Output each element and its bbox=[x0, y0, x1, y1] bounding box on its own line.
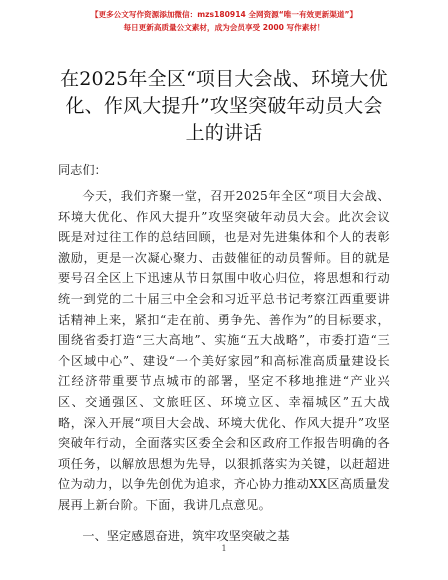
greeting: 同志们： bbox=[58, 163, 107, 177]
promo-banner bbox=[58, 8, 390, 34]
body-paragraph: 今天，我们齐聚一堂，召开2025年全区“项目大会战、环境大优化、作风大提升”攻坚突破年动员大会。此次会议既是对过往工作的总结回顾，也是对先进集体和个人的表彰激励，更是一次凝心聚力、击鼓催征的动员誓师。目的就是要号召全区上下迅速从节日氛围中收心归位，将思想和行动统一到党的二十届三中全会和习近平总书记考察江西重要讲话精神上来，紧扣“走在前、勇争先、善作为”的目标要求，围绕省委打造“三大高地”、实施“五大战略”，市委打造“三个区域中心”、建设“一个美好家园”和高标准高质量建设长江经济带重要节点城市的部署，坚定不移地推进“产业兴区、交通强区、文旅旺区、环境立区、幸福城区”五大战略，深入开展“项目大会战、环境大优化、作风大提升”攻坚突破年行动，全面落实区委全会和区政府工作报告明确的各项任务，以解放思想为先导，以狠抓落实为关键，以赶超进位为动力，以争先创优为追求，齐心协力推动XX区高质量发展再上新台阶。下面，我讲几点意见。 bbox=[58, 189, 390, 512]
promo-banner-line-2: 每日更新高质量公文素材，成为会员享受 2000 写作素材！ bbox=[123, 23, 325, 32]
document-title: 在2025年全区“项目大会战、环境大优化、作风大提升”攻坚突破年动员大会上的讲话 bbox=[60, 68, 388, 144]
section-heading: 一、坚定感恩奋进，筑牢攻坚突破之基 bbox=[82, 528, 290, 543]
page-number: 1 bbox=[221, 544, 227, 553]
promo-banner-line-1: 【更多公文写作资源添加微信：mzs180914 全网资源“唯一有效更新渠道”】 bbox=[90, 10, 358, 19]
